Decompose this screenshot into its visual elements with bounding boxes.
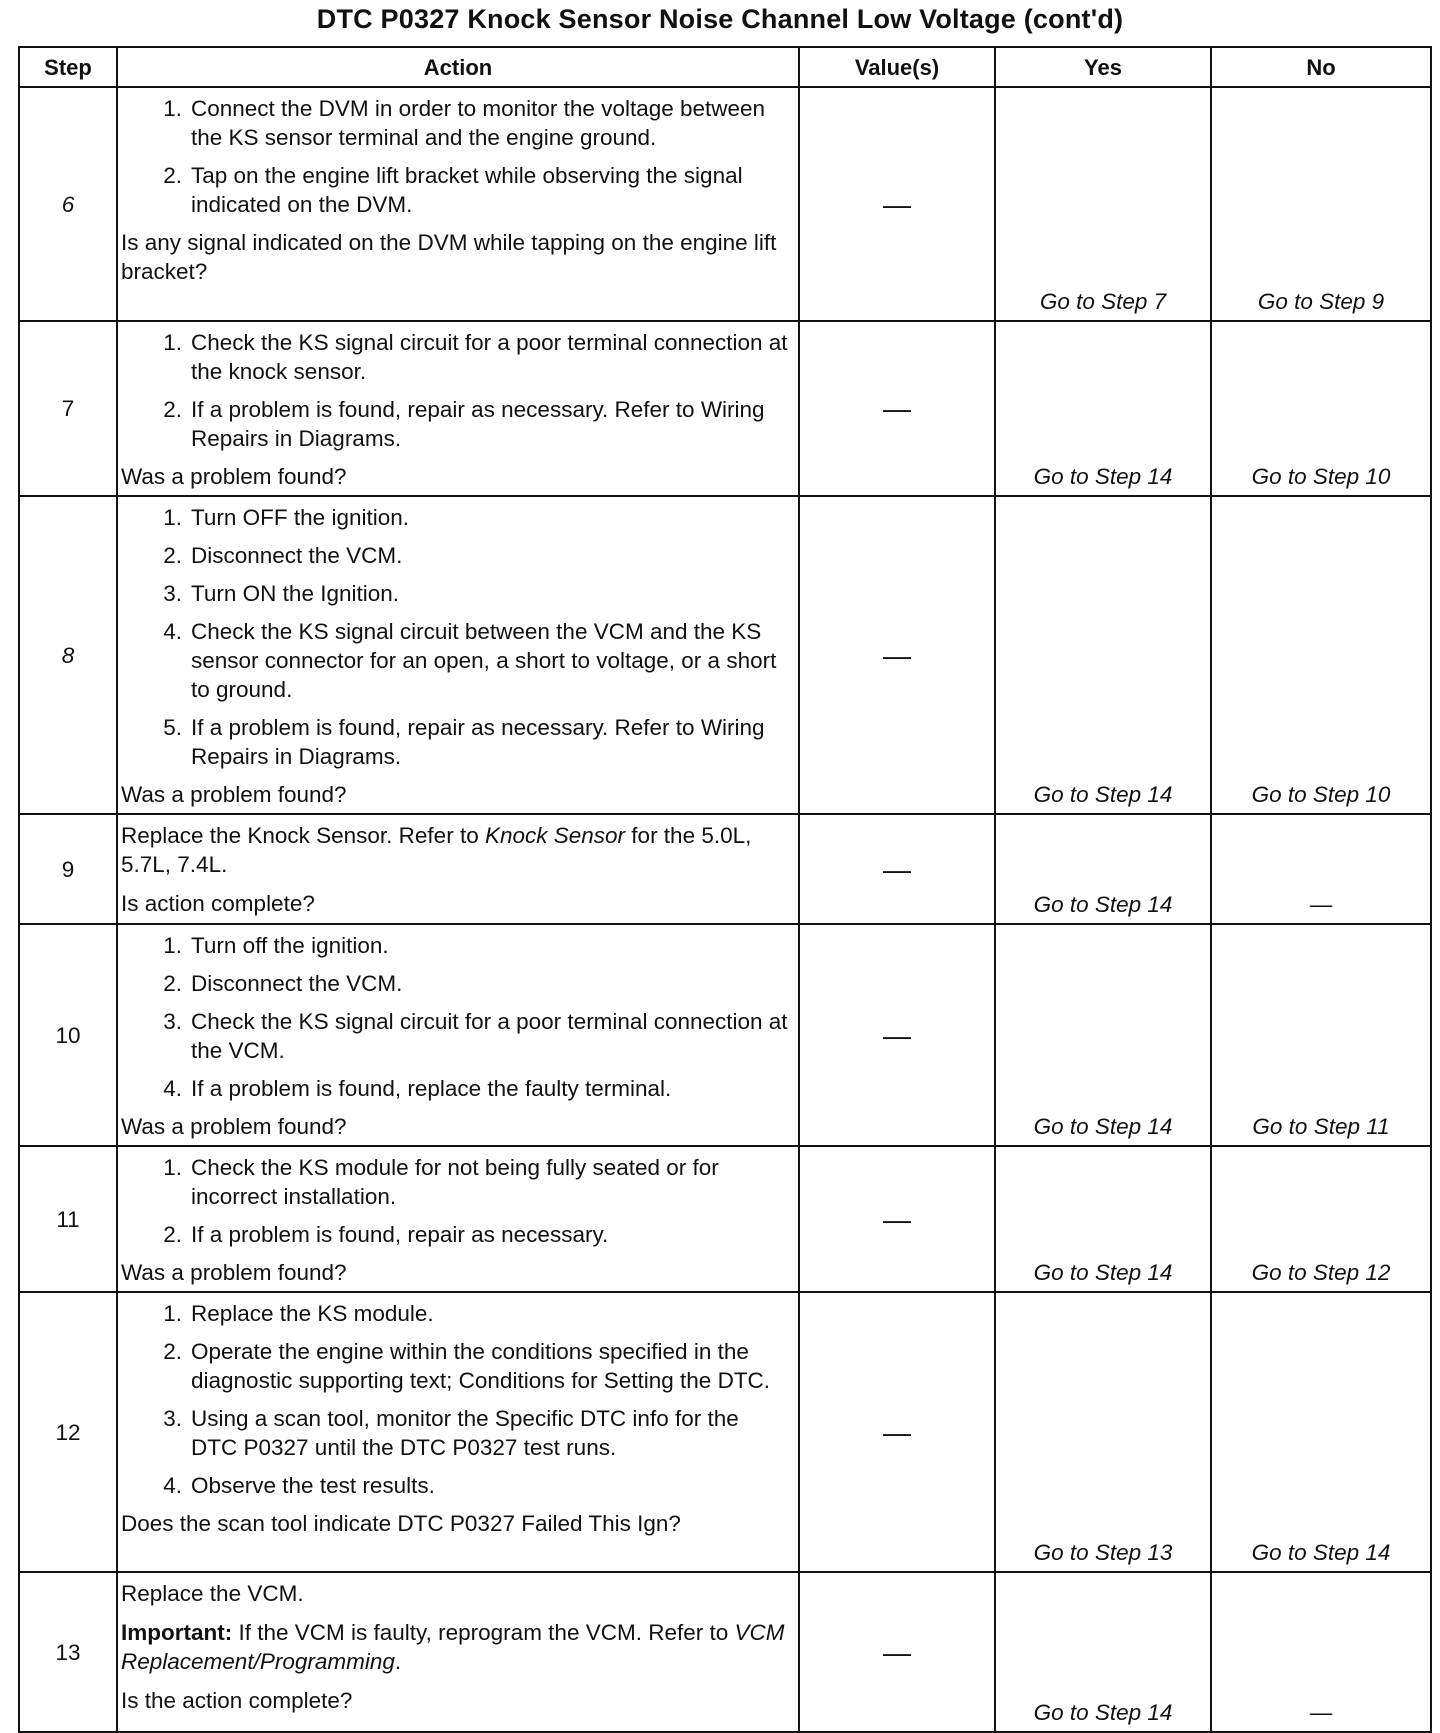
list-item: 5. If a problem is found, repair as necessary. Refer to Wiring Repairs in Diagrams.	[163, 715, 765, 769]
important-note: Important: If the VCM is faulty, reprogram the VCM. Refer to VCM Replacement/Programming.	[121, 1620, 785, 1674]
list-item: 2. Operate the engine within the conditions specified in the diagnostic supporting text; Conditions for Setting the DTC.	[163, 1339, 771, 1393]
header-action: Action	[117, 47, 799, 87]
action-question: Was a problem found?	[121, 464, 347, 489]
substep-list	[121, 931, 788, 1103]
value-cell: —	[799, 1292, 995, 1572]
action-question: Is the action complete?	[121, 1688, 353, 1713]
list-item: 2. If a problem is found, repair as necessary. Refer to Wiring Repairs in Diagrams.	[163, 397, 765, 451]
table-row	[19, 1572, 1431, 1732]
action-question: Was a problem found?	[121, 1260, 347, 1285]
value-cell: —	[799, 1572, 995, 1732]
substep-list	[121, 328, 788, 453]
no-cell: Go to Step 11	[1211, 924, 1431, 1146]
no-cell: —	[1211, 814, 1431, 924]
no-cell: Go to Step 12	[1211, 1146, 1431, 1292]
list-item: 1. Turn OFF the ignition.	[163, 505, 410, 530]
action-cell	[117, 1572, 799, 1732]
reference-link-vcm-programming: VCM Replacement/Programming	[121, 1620, 785, 1674]
action-cell	[117, 1146, 799, 1292]
step-number: 6	[19, 87, 117, 321]
action-cell	[117, 1292, 799, 1572]
action-cell	[117, 814, 799, 924]
action-question: Was a problem found?	[121, 1114, 347, 1139]
table-row	[19, 321, 1431, 496]
list-item: 1. Check the KS signal circuit for a poor terminal connection at the knock sensor.	[163, 330, 788, 384]
yes-cell: Go to Step 14	[995, 1572, 1211, 1732]
step-number: 13	[19, 1572, 117, 1732]
table-row	[19, 814, 1431, 924]
list-item: 1. Connect the DVM in order to monitor the voltage between the KS sensor terminal and the engine ground.	[163, 96, 766, 150]
yes-cell: Go to Step 14	[995, 496, 1211, 814]
no-cell: Go to Step 9	[1211, 87, 1431, 321]
step-number: 12	[19, 1292, 117, 1572]
list-item: 4. If a problem is found, replace the faulty terminal.	[163, 1076, 672, 1101]
substep-list	[121, 503, 788, 771]
table-header-row	[19, 47, 1431, 87]
table-row	[19, 496, 1431, 814]
no-cell: Go to Step 14	[1211, 1292, 1431, 1572]
reference-link-knock-sensor: Knock Sensor	[484, 823, 626, 848]
value-cell: —	[799, 814, 995, 924]
list-item: 4. Observe the test results.	[163, 1473, 435, 1498]
action-cell	[117, 87, 799, 321]
header-no: No	[1211, 47, 1431, 87]
table-row	[19, 1292, 1431, 1572]
important-label: Important:	[121, 1620, 233, 1645]
list-item: 2. Disconnect the VCM.	[163, 543, 403, 568]
list-item: 2. Disconnect the VCM.	[163, 971, 403, 996]
step-number: 8	[19, 496, 117, 814]
yes-cell: Go to Step 7	[995, 87, 1211, 321]
no-cell: Go to Step 10	[1211, 496, 1431, 814]
action-text: Replace the Knock Sensor. Refer to Knock Sensor for the 5.0L, 5.7L, 7.4L.	[121, 823, 752, 877]
header-yes: Yes	[995, 47, 1211, 87]
value-cell: —	[799, 1146, 995, 1292]
yes-cell: Go to Step 14	[995, 924, 1211, 1146]
value-cell: —	[799, 924, 995, 1146]
yes-cell: Go to Step 13	[995, 1292, 1211, 1572]
list-item: 1. Replace the KS module.	[163, 1301, 434, 1326]
list-item: 2. If a problem is found, repair as necessary.	[163, 1222, 609, 1247]
page-title: DTC P0327 Knock Sensor Noise Channel Low Voltage (cont'd)	[316, 4, 1124, 34]
action-question: Was a problem found?	[121, 782, 347, 807]
action-cell	[117, 496, 799, 814]
step-number: 10	[19, 924, 117, 1146]
value-cell: —	[799, 87, 995, 321]
action-cell	[117, 924, 799, 1146]
list-item: 3. Check the KS signal circuit for a poor terminal connection at the VCM.	[163, 1009, 788, 1063]
value-cell: —	[799, 321, 995, 496]
header-step: Step	[19, 47, 117, 87]
list-item: 3. Turn ON the Ignition.	[163, 581, 400, 606]
table-row	[19, 924, 1431, 1146]
action-question: Does the scan tool indicate DTC P0327 Failed This Ign?	[121, 1511, 681, 1536]
list-item: 3. Using a scan tool, monitor the Specific DTC info for the DTC P0327 until the DTC P0327 test runs.	[163, 1406, 739, 1460]
step-number: 9	[19, 814, 117, 924]
no-cell: —	[1211, 1572, 1431, 1732]
substep-list	[121, 1153, 788, 1249]
list-item: 4. Check the KS signal circuit between the VCM and the KS sensor connector for an open, a short to voltage, or a short to ground.	[163, 619, 777, 702]
action-text: Replace the VCM.	[121, 1581, 304, 1606]
substep-list	[121, 1299, 788, 1500]
action-question: Is any signal indicated on the DVM while tapping on the engine lift bracket?	[121, 230, 777, 284]
no-cell: Go to Step 10	[1211, 321, 1431, 496]
table-row	[19, 87, 1431, 321]
step-number: 7	[19, 321, 117, 496]
yes-cell: Go to Step 14	[995, 321, 1211, 496]
diagnostic-table	[18, 46, 1432, 1733]
header-values: Value(s)	[799, 47, 995, 87]
yes-cell: Go to Step 14	[995, 814, 1211, 924]
action-question: Is action complete?	[121, 891, 315, 916]
table-row	[19, 1146, 1431, 1292]
list-item: 1. Check the KS module for not being fully seated or for incorrect installation.	[163, 1155, 719, 1209]
value-cell: —	[799, 496, 995, 814]
list-item: 2. Tap on the engine lift bracket while observing the signal indicated on the DVM.	[163, 163, 743, 217]
step-number: 11	[19, 1146, 117, 1292]
list-item: 1. Turn off the ignition.	[163, 933, 389, 958]
substep-list	[121, 94, 788, 219]
action-cell	[117, 321, 799, 496]
yes-cell: Go to Step 14	[995, 1146, 1211, 1292]
